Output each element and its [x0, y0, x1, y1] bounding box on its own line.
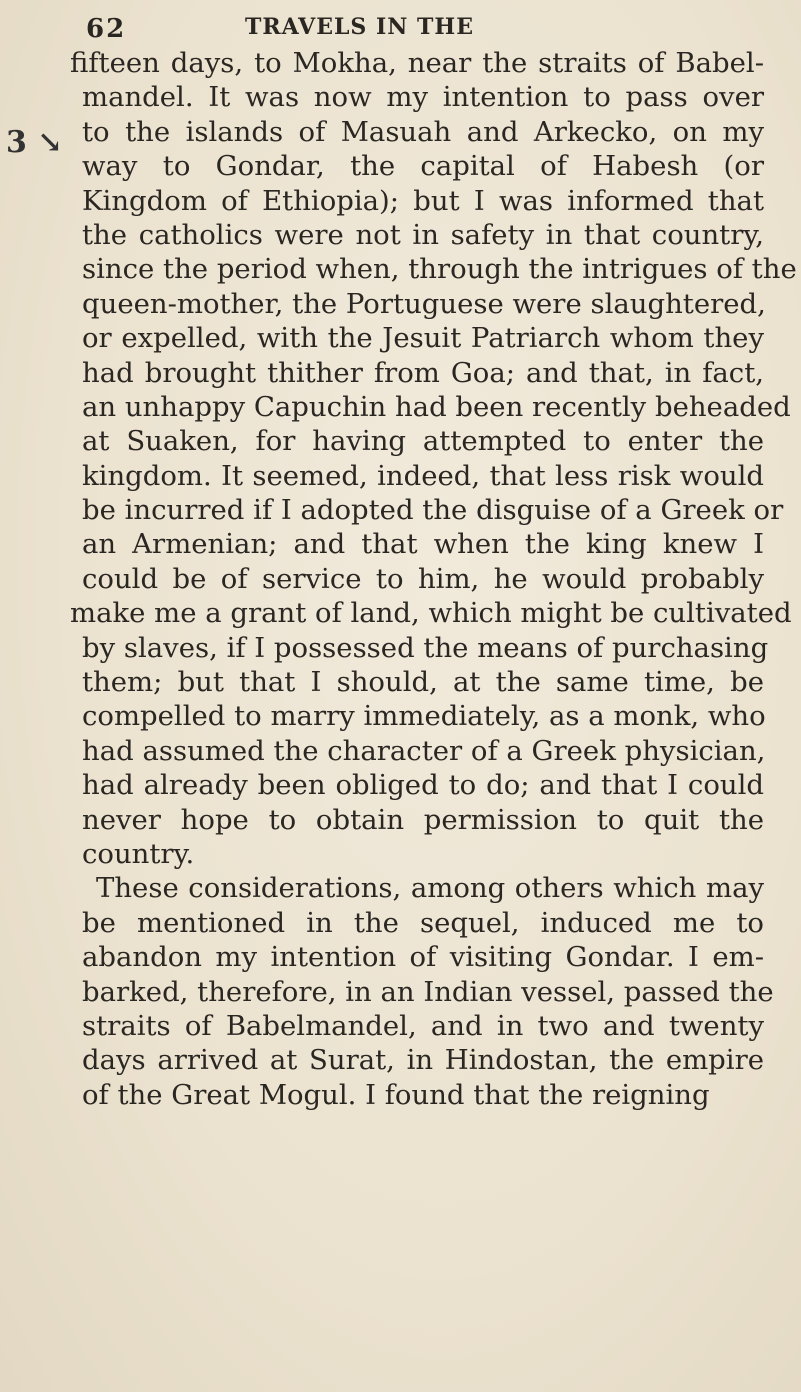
text-line: fifteen days, to Mokha, near the straits of Babel-	[70, 47, 764, 79]
text-line: country.	[82, 837, 195, 870]
text-line: an Armenian; and that when the king knew I	[82, 528, 764, 561]
text-line: Kingdom of Ethiopia); but I was informed that	[82, 184, 764, 217]
text-line: never hope to obtain permission to quit the	[82, 803, 764, 836]
body-text	[48, 46, 797, 1112]
text-line: since the period when, through the intrigues of the	[82, 253, 797, 286]
page-header	[0, 8, 801, 48]
margin-marks: 3 ↘	[6, 125, 63, 160]
text-line: had brought thither from Goa; and that, in fact,	[82, 356, 764, 389]
text-line: mandel. It was now my intention to pass over	[82, 81, 764, 114]
text-line: kingdom. It seemed, indeed, that less risk would	[82, 459, 764, 492]
page-number: 62	[86, 14, 127, 44]
text-line: These considerations, among others which may	[96, 872, 764, 905]
text-line: at Suaken, for having attempted to enter the	[82, 425, 764, 458]
text-line: could be of service to him, he would probably	[82, 562, 764, 595]
text-line: them; but that I should, at the same time, be	[82, 666, 764, 699]
text-line: to the islands of Masuah and Arkecko, on my	[82, 115, 764, 148]
text-line: days arrived at Surat, in Hindostan, the empire	[82, 1044, 764, 1077]
text-line: an unhappy Capuchin had been recently beheaded	[82, 390, 791, 423]
running-head: TRAVELS IN THE	[245, 14, 474, 40]
text-line: or expelled, with the Jesuit Patriarch whom they	[82, 322, 764, 355]
text-line: had assumed the character of a Greek physician,	[82, 734, 766, 767]
text-line: make me a grant of land, which might be cultivated	[70, 597, 792, 630]
text-line: compelled to marry immediately, as a monk, who	[82, 700, 766, 733]
text-line: the catholics were not in safety in that country,	[82, 218, 764, 251]
text-line: way to Gondar, the capital of Habesh (or	[82, 150, 764, 183]
text-line: queen-mother, the Portuguese were slaughtered,	[82, 287, 766, 320]
text-line: of the Great Mogul. I found that the reigning	[82, 1078, 710, 1111]
text-line: be incurred if I adopted the disguise of a Greek or	[82, 494, 784, 527]
text-line: barked, therefore, in an Indian vessel, passed the	[82, 975, 774, 1008]
text-line: by slaves, if I possessed the means of purchasing	[82, 631, 769, 664]
text-line: be mentioned in the sequel, induced me to	[82, 906, 764, 939]
text-line: abandon my intention of visiting Gondar. I em-	[82, 941, 764, 974]
text-line: straits of Babelmandel, and in two and twenty	[82, 1009, 764, 1042]
text-line: had already been obliged to do; and that I could	[82, 769, 764, 802]
